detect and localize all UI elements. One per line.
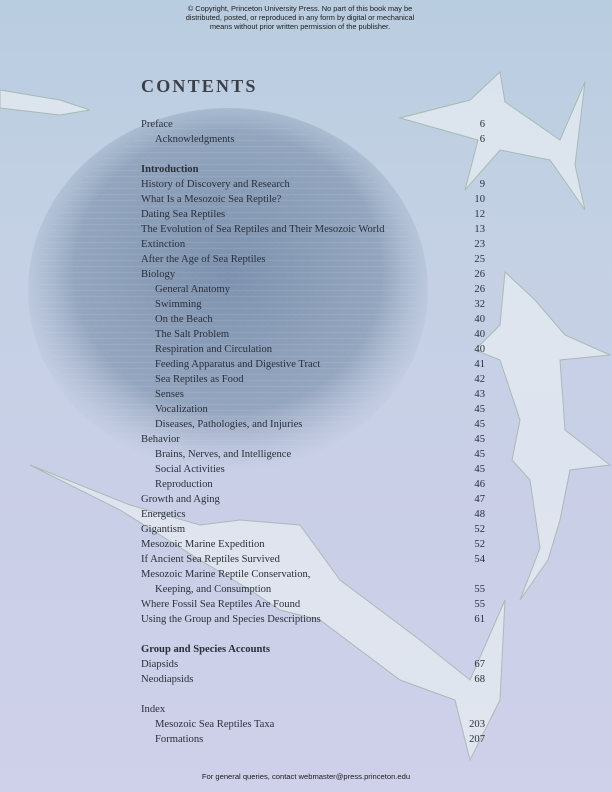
toc-entry [141,267,485,282]
toc-entry-label: General Anatomy [155,284,231,295]
toc-entry [141,462,485,477]
toc-entry [141,342,485,357]
toc-section-heading [141,162,485,177]
toc-entry [141,282,485,297]
toc-page-number: 67 [474,659,485,670]
toc-page-number: 12 [474,209,485,220]
toc-entry-label: Brains, Nerves, and Intelligence [155,449,292,460]
toc-page-number: 54 [474,554,485,565]
toc-entry [141,522,485,537]
toc-spacer [141,147,485,162]
toc-entry [141,312,485,327]
toc-entry-label: Social Activities [155,464,225,475]
toc-entry-label: Feeding Apparatus and Digestive Tract [155,359,321,370]
toc-entry [141,657,485,672]
toc-page-number: 52 [474,524,485,535]
toc-entry [141,552,485,567]
toc-entry-label: Keeping, and Consumption [155,584,272,595]
toc-page-number: 203 [469,719,485,730]
toc-page-number: 55 [474,584,485,595]
table-of-contents [141,117,485,747]
toc-page-number: 6 [479,134,485,145]
toc-entry-label: Preface [141,119,173,130]
toc-entry-label: Using the Group and Species Descriptions [141,614,321,625]
toc-page-number: 10 [474,194,485,205]
toc-entry-label: Reproduction [155,479,213,490]
toc-entry-label: Vocalization [155,404,208,415]
toc-entry-label: Diapsids [141,659,179,670]
toc-entry-label: Acknowledgments [155,134,235,145]
toc-page-number: 6 [479,119,485,130]
toc-page-number: 26 [474,284,485,295]
toc-entry [141,327,485,342]
toc-entry [141,417,485,432]
toc-page-number: 45 [474,419,485,430]
toc-entry [141,297,485,312]
toc-entry-label: Gigantism [141,524,186,535]
toc-page-number: 41 [474,359,485,370]
toc-entry [141,177,485,192]
copyright-line: © Copyright, Princeton University Press. No part of this book may be [187,4,413,13]
copyright-notice [150,4,450,31]
toc-page-number: 13 [474,224,485,235]
toc-entry-label: Dating Sea Reptiles [141,209,226,220]
toc-page-number: 40 [474,344,485,355]
toc-page-number: 40 [474,329,485,340]
toc-entry-label: Mesozoic Sea Reptiles Taxa [155,719,275,730]
toc-page-number: 207 [469,734,485,745]
toc-entry-label: Sea Reptiles as Food [155,374,244,385]
toc-entry [141,192,485,207]
toc-entry [141,117,485,132]
toc-page-number: 23 [474,239,485,250]
toc-entry [141,357,485,372]
toc-entry-label: Swimming [155,299,202,310]
toc-entry [141,132,485,147]
toc-entry-label: Senses [155,389,184,400]
toc-page-number: 42 [474,374,485,385]
toc-entry [141,732,485,747]
toc-page-number: 55 [474,599,485,610]
toc-entry [141,717,485,732]
toc-entry-label: Diseases, Pathologies, and Injuries [155,419,303,430]
toc-entry [141,432,485,447]
toc-page-number: 45 [474,404,485,415]
toc-entry [141,222,485,237]
toc-page-number: 52 [474,539,485,550]
toc-entry [141,207,485,222]
toc-entry [141,447,485,462]
toc-page-number: 43 [474,389,485,400]
toc-entry-label: Energetics [141,509,186,520]
toc-entry-label: If Ancient Sea Reptiles Survived [141,554,280,565]
toc-entry-label: Neodiapsids [141,674,194,685]
toc-spacer [141,627,485,642]
toc-page-number: 45 [474,464,485,475]
toc-entry [141,477,485,492]
toc-page-number: 48 [474,509,485,520]
toc-entry-label: What Is a Mesozoic Sea Reptile? [141,194,282,205]
toc-entry [141,537,485,552]
toc-entry [141,612,485,627]
toc-page-number: 9 [479,179,485,190]
toc-entry-label: On the Beach [155,314,213,325]
toc-entry-label: Mesozoic Marine Reptile Conservation, [141,569,311,580]
toc-entry [141,252,485,267]
toc-entry-label: The Evolution of Sea Reptiles and Their Mesozoic World [141,224,385,235]
toc-entry-label: The Salt Problem [155,329,230,340]
copyright-line: distributed, posted, or reproduced in any form by digital or mechanical [185,13,415,22]
toc-entry-label: Index [141,704,166,715]
toc-section-heading [141,642,485,657]
toc-entry [141,372,485,387]
copyright-line: means without prior written permission of the publisher. [209,22,391,31]
toc-entry-label: Behavior [141,434,180,445]
toc-page-number: 45 [474,434,485,445]
toc-entry [141,237,485,252]
toc-entry [141,507,485,522]
toc-spacer [141,687,485,702]
toc-page-number: 61 [474,614,485,625]
toc-page-number: 40 [474,314,485,325]
toc-page-number: 46 [474,479,485,490]
toc-entry-label: Formations [155,734,204,745]
toc-entry-label: Extinction [141,239,186,250]
toc-page-number: 68 [474,674,485,685]
toc-entry-label: Growth and Aging [141,494,220,505]
toc-entry [141,597,485,612]
toc-entry [141,567,485,582]
toc-entry-label: Introduction [141,164,199,175]
toc-page-number: 47 [474,494,485,505]
toc-entry-label: Respiration and Circulation [155,344,273,355]
toc-entry-label: Biology [141,269,176,280]
page-title: CONTENTS [141,76,258,96]
toc-entry-label: History of Discovery and Research [141,179,290,190]
toc-page-number: 32 [474,299,485,310]
toc-entry [141,387,485,402]
toc-entry-label: Where Fossil Sea Reptiles Are Found [141,599,301,610]
toc-entry [141,402,485,417]
toc-entry-label: After the Age of Sea Reptiles [141,254,266,265]
toc-entry-label: Group and Species Accounts [141,644,271,655]
toc-page-number: 26 [474,269,485,280]
toc-entry [141,702,485,717]
footer-contact: For general queries, contact webmaster@press.princeton.edu [201,772,411,781]
toc-page-number: 25 [474,254,485,265]
toc-entry-label: Mesozoic Marine Expedition [141,539,265,550]
toc-page-number: 45 [474,449,485,460]
toc-entry [141,492,485,507]
toc-entry [141,672,485,687]
toc-entry [141,582,485,597]
